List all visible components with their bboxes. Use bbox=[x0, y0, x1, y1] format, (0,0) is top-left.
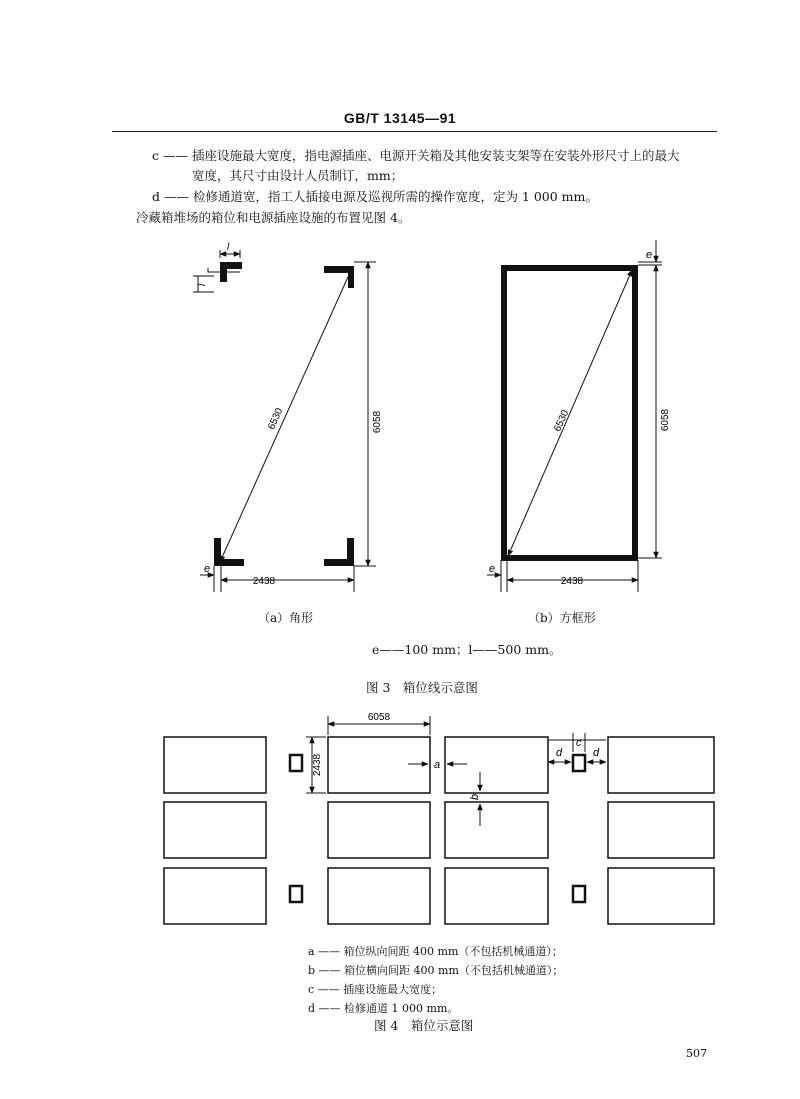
fig4-slot bbox=[164, 737, 266, 793]
fig4-d-label-left: d bbox=[556, 747, 563, 759]
fig3-legend: e——100 mm；l——500 mm。 bbox=[372, 642, 562, 657]
fig4-b-label: b bbox=[469, 793, 481, 800]
fig4-slot bbox=[328, 737, 430, 793]
fig4-slot bbox=[608, 868, 714, 924]
fig4-slot bbox=[328, 802, 430, 858]
fig4-slot bbox=[445, 868, 548, 924]
fig4-drawing bbox=[164, 716, 714, 924]
fig3a-corner-bottom-right-h bbox=[324, 559, 354, 566]
standard-code-header: GB/T 13145—91 bbox=[343, 110, 457, 126]
fig3b-diagonal-value: 6530 bbox=[552, 408, 572, 434]
definition-d: d —— 检修通道宽，指工人插接电源及巡视所需的操作宽度，定为 1 000 mm。 bbox=[152, 189, 598, 204]
fig4-slot bbox=[164, 802, 266, 858]
fig3b-length-value: 6058 bbox=[660, 408, 671, 432]
fig4-socket bbox=[573, 755, 585, 771]
fig4-d-label-right: d bbox=[593, 747, 600, 759]
fig3a-corner-bottom-left-h bbox=[214, 559, 244, 566]
definition-c-line1: c —— 插座设施最大宽度，指电源插座、电源开关箱及其他安装支架等在安装外形尺寸上的最大 bbox=[152, 148, 680, 163]
fig3b-drawing bbox=[487, 240, 662, 592]
fig3a-detail-corner-side bbox=[220, 262, 227, 282]
fig4-length-value: 6058 bbox=[367, 712, 391, 723]
fig3b-caption: （b）方框形 bbox=[528, 611, 596, 625]
fig4-a-label: a bbox=[434, 759, 441, 771]
fig4-socket bbox=[290, 755, 302, 771]
fig3a-length-value: 6058 bbox=[372, 410, 383, 434]
fig4-title: 图 4 箱位示意图 bbox=[374, 1018, 474, 1033]
fig4-slot bbox=[328, 868, 430, 924]
fig4-c-label: c bbox=[576, 737, 582, 749]
fig4-legend-a: a —— 箱位纵向间距 400 mm（不包括机械通道）； bbox=[308, 945, 563, 958]
fig3a-l-label-side: l bbox=[197, 283, 208, 286]
fig4-legend-d: d —— 检修通道 1 000 mm。 bbox=[308, 1002, 459, 1015]
fig4-socket bbox=[290, 886, 302, 902]
intro-text: 冷藏箱堆场的箱位和电源插座设施的布置见图 4。 bbox=[136, 210, 411, 225]
fig4-slot bbox=[608, 737, 714, 793]
fig4-slot bbox=[445, 737, 548, 793]
fig4-slot bbox=[445, 802, 548, 858]
fig4-legend-b: b —— 箱位横向间距 400 mm（不包括机械通道）； bbox=[308, 964, 564, 977]
fig3b-e-label-bottom: e bbox=[489, 563, 496, 575]
fig3a-drawing bbox=[193, 250, 376, 592]
fig4-legend-c: c —— 插座设施最大宽度； bbox=[308, 983, 443, 996]
fig3a-l-label-top: l bbox=[227, 242, 230, 253]
fig3b-e-label-top: e bbox=[646, 249, 653, 261]
page-number: 507 bbox=[686, 1047, 707, 1060]
fig3a-diagonal-dim bbox=[220, 268, 352, 562]
fig3a-width-value: 2438 bbox=[252, 576, 276, 587]
fig4-slot bbox=[608, 802, 714, 858]
fig3a-diagonal-value: 6530 bbox=[266, 406, 286, 432]
fig4-socket bbox=[573, 886, 585, 902]
fig3-title: 图 3 箱位线示意图 bbox=[366, 680, 478, 695]
fig3a-caption: （a）角形 bbox=[258, 611, 314, 625]
definition-c-line2: 宽度，其尺寸由设计人员制订，mm； bbox=[192, 168, 404, 183]
fig4-width-value: 2438 bbox=[312, 753, 323, 777]
fig4-slot bbox=[164, 868, 266, 924]
fig3a-e-label: e bbox=[204, 563, 211, 575]
fig3b-width-value: 2438 bbox=[560, 576, 584, 587]
